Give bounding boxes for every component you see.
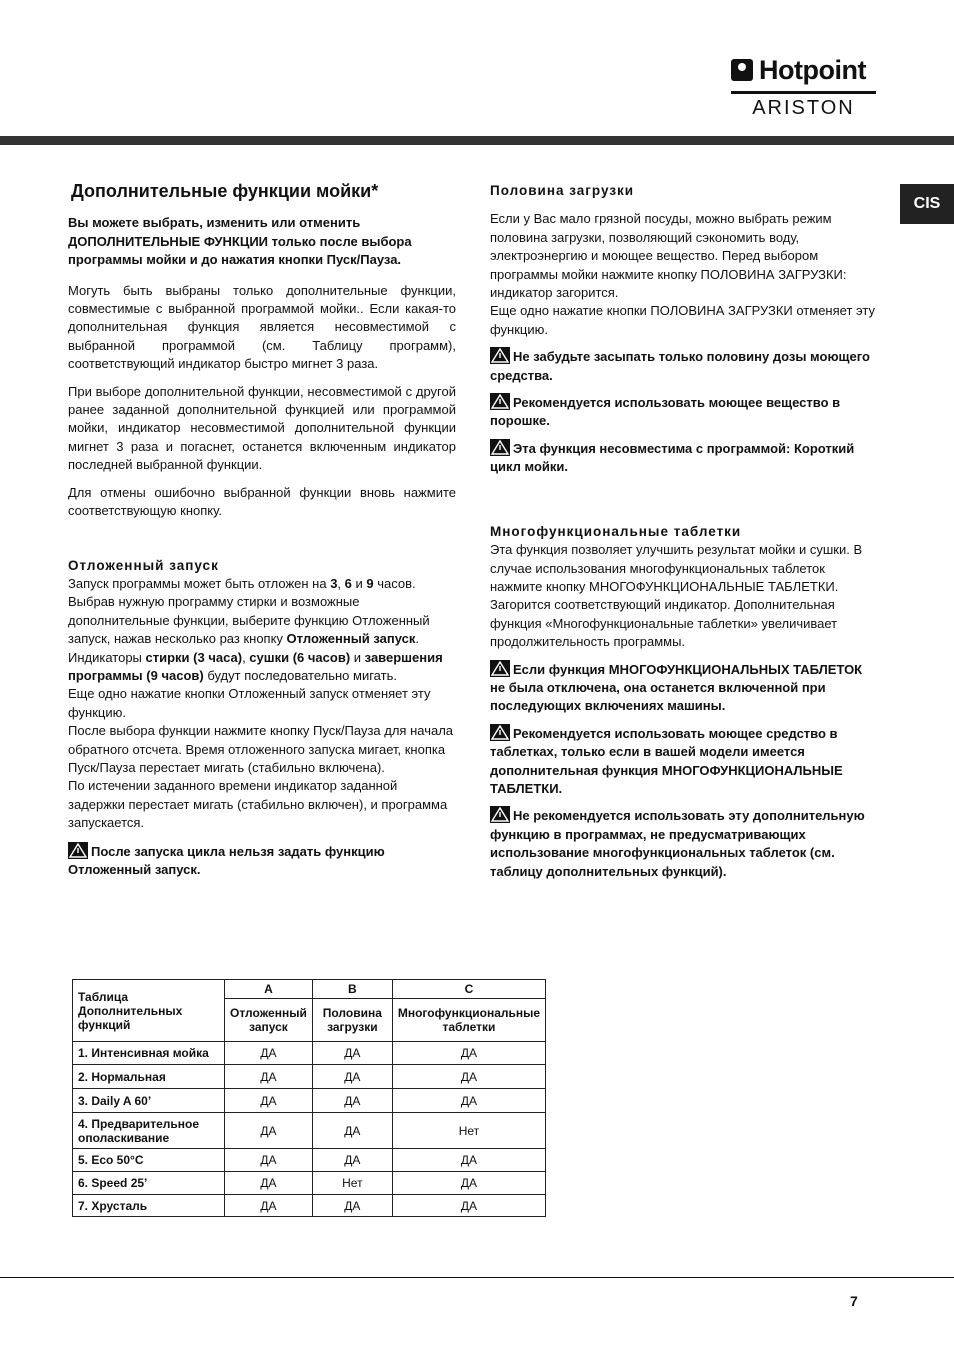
- col-name-a: Отложенный запуск: [225, 999, 313, 1042]
- col-letter-b: B: [312, 980, 392, 999]
- table-corner-label: Таблица Дополнительных функций: [73, 980, 225, 1042]
- hotpoint-ariston-logo: [731, 54, 876, 118]
- paragraph-incompat: При выборе дополнительной функции, несовместимой с другой ранее заданной дополнительной функцией или программой мойки, индикатор несовместимой дополнительной функции мигнет 3 раза и погаснет, останется включенным индикатор последней выбранной функции.: [68, 383, 456, 473]
- warning-icon: [490, 660, 510, 677]
- half-load-warning-2: Рекомендуется использовать моющее вещество в порошке.: [490, 395, 841, 429]
- lead-paragraph: Вы можете выбрать, изменить или отменить ДОПОЛНИТЕЛЬНЫЕ ФУНКЦИИ только после выбора программы мойки и до нажатия кнопки Пуск/Пауза.: [68, 215, 412, 268]
- footer-divider: [0, 1277, 954, 1278]
- cell-c: ДА: [392, 1172, 545, 1195]
- left-column: [68, 182, 456, 879]
- table-row: [73, 1195, 546, 1217]
- row-name: 2. Нормальная: [73, 1065, 225, 1089]
- delay-hours: Запуск программы может быть отложен на 3, 6 и 9 часов.: [68, 575, 416, 591]
- cell-b: ДА: [312, 1149, 392, 1172]
- cell-a: ДА: [225, 1195, 313, 1217]
- table-row: [73, 1089, 546, 1113]
- cell-c: ДА: [392, 1149, 545, 1172]
- paragraph-cancel: Для отмены ошибочно выбранной функции вновь нажмите соответствующую кнопку.: [68, 484, 456, 519]
- cell-c: ДА: [392, 1195, 545, 1217]
- cell-b: ДА: [312, 1195, 392, 1217]
- warning-icon: [490, 439, 510, 456]
- multitab-title: Многофункциональные таблетки: [490, 523, 742, 539]
- col-letter-a: A: [225, 980, 313, 999]
- cell-b: ДА: [312, 1113, 392, 1149]
- functions-table: [72, 979, 546, 1217]
- row-name: 4. Предварительное ополаскивание: [73, 1113, 225, 1149]
- cell-b: ДА: [312, 1065, 392, 1089]
- cell-a: ДА: [225, 1149, 313, 1172]
- row-name: 5. Eco 50°C: [73, 1149, 225, 1172]
- delay-warning: После запуска цикла нельзя задать функцию Отложенный запуск.: [68, 843, 385, 877]
- warning-icon: [490, 806, 510, 823]
- multitab-warning-3: Не рекомендуется использовать эту дополнительную функцию в программах, не предусматривающих использование многофункциональных таблеток (см. таблицу дополнительных функций).: [490, 808, 865, 879]
- brand-mark-icon: [731, 59, 753, 81]
- cell-c: ДА: [392, 1089, 545, 1113]
- cell-b: ДА: [312, 1089, 392, 1113]
- half-load-cancel: Еще одно нажатие кнопки ПОЛОВИНА ЗАГРУЗКИ отменяет эту функцию.: [490, 303, 875, 337]
- delay-expire: По истечении заданного времени индикатор заданной задержки перестает мигать (стабильно включен), и программа запускается.: [68, 778, 448, 831]
- delay-cancel: Еще одно нажатие кнопки Отложенный запуск отменяет эту функцию.: [68, 686, 431, 720]
- brand-sub: ARISTON: [752, 97, 855, 119]
- table-row: [73, 1065, 546, 1089]
- delay-indicators: Индикаторы стирки (3 часа), сушки (6 часов) и завершения программы (9 часов) будут последовательно мигать.: [68, 649, 443, 683]
- row-name: 6. Speed 25’: [73, 1172, 225, 1195]
- cell-b: ДА: [312, 1042, 392, 1065]
- table-header-row: [73, 980, 546, 999]
- delay-select: Выбрав нужную программу стирки и возможные дополнительные функции, выберите функцию Отложенный запуск, нажав несколько раз кнопку Отложенный запуск.: [68, 594, 430, 647]
- row-name: 3. Daily A 60’: [73, 1089, 225, 1113]
- warning-icon: [490, 724, 510, 741]
- multitab-text: Эта функция позволяет улучшить результат мойки и сушки. В случае использования многофункциональных таблеток нажмите кнопку МНОГОФУНКЦИОНАЛЬНЫЕ ТАБЛЕТКИ. Загорится соответствующий индикатор. Дополнительная функция «Многофункциональные таблетки» увеличивает продолжительность программы.: [490, 542, 863, 650]
- row-name: 1. Интенсивная мойка: [73, 1042, 225, 1065]
- half-load-warning-3: Эта функция несовместима с программой: Короткий цикл мойки.: [490, 440, 855, 475]
- warning-icon: [490, 347, 510, 364]
- half-load-title: Половина загрузки: [490, 183, 635, 198]
- warning-icon: [68, 842, 88, 859]
- section-title: Дополнительные функции мойки*: [71, 181, 379, 201]
- cell-c: ДА: [392, 1042, 545, 1065]
- row-name: 7. Хрусталь: [73, 1195, 225, 1217]
- cell-a: ДА: [225, 1113, 313, 1149]
- table-row: [73, 1113, 546, 1149]
- cell-a: ДА: [225, 1065, 313, 1089]
- brand-name: Hotpoint: [759, 54, 866, 85]
- paragraph-compat: Могуть быть выбраны только дополнительные функции, совместимые с выбранной программой мойки.. Если какая-то дополнительная функция является несовместимой с выбранной программой (см. Таблицу программ), соответствующий индикатор быстро мигнет 3 раза.: [68, 282, 456, 372]
- multitab-warning-2: Рекомендуется использовать моющее средство в таблетках, только если в вашей модели имеется дополнительная функция МНОГОФУНКЦИОНАЛЬНЫЕ ТАБЛЕТКИ.: [490, 725, 843, 796]
- col-name-c: Многофункциональные таблетки: [392, 999, 545, 1042]
- table-row: [73, 1149, 546, 1172]
- cell-a: ДА: [225, 1172, 313, 1195]
- page-number: 7: [850, 1293, 858, 1309]
- cell-c: ДА: [392, 1065, 545, 1089]
- multitab-warning-1: Если функция МНОГОФУНКЦИОНАЛЬНЫХ ТАБЛЕТОК не была отключена, она останется включенной при последующих включениях машины.: [490, 661, 863, 714]
- col-letter-c: C: [392, 980, 545, 999]
- cell-a: ДА: [225, 1042, 313, 1065]
- col-name-b: Половина загрузки: [312, 999, 392, 1042]
- table-row: [73, 1042, 546, 1065]
- table-row: [73, 1172, 546, 1195]
- right-column: [490, 182, 878, 881]
- half-load-text: Если у Вас мало грязной посуды, можно выбрать режим половина загрузки, позволяющий сэкономить воду, электроэнергию и моющее вещество. Перед выбором программы мойки нажмите кнопку ПОЛОВИНА ЗАГРУЗКИ: индикатор загорится.: [490, 211, 847, 301]
- half-load-warning-1: Не забудьте засыпать только половину дозы моющего средства.: [490, 349, 870, 383]
- delay-title: Отложенный запуск: [68, 557, 219, 573]
- cell-b: Нет: [312, 1172, 392, 1195]
- language-tab: CIS: [900, 184, 954, 224]
- cell-a: ДА: [225, 1089, 313, 1113]
- top-divider-bar: [0, 136, 954, 145]
- cell-c: Нет: [392, 1113, 545, 1149]
- warning-icon: [490, 393, 510, 410]
- delay-start: После выбора функции нажмите кнопку Пуск/Пауза для начала обратного отсчета. Время отложенного запуска мигает, кнопка Пуск/Пауза перестает мигать (стабильно включена).: [68, 723, 454, 775]
